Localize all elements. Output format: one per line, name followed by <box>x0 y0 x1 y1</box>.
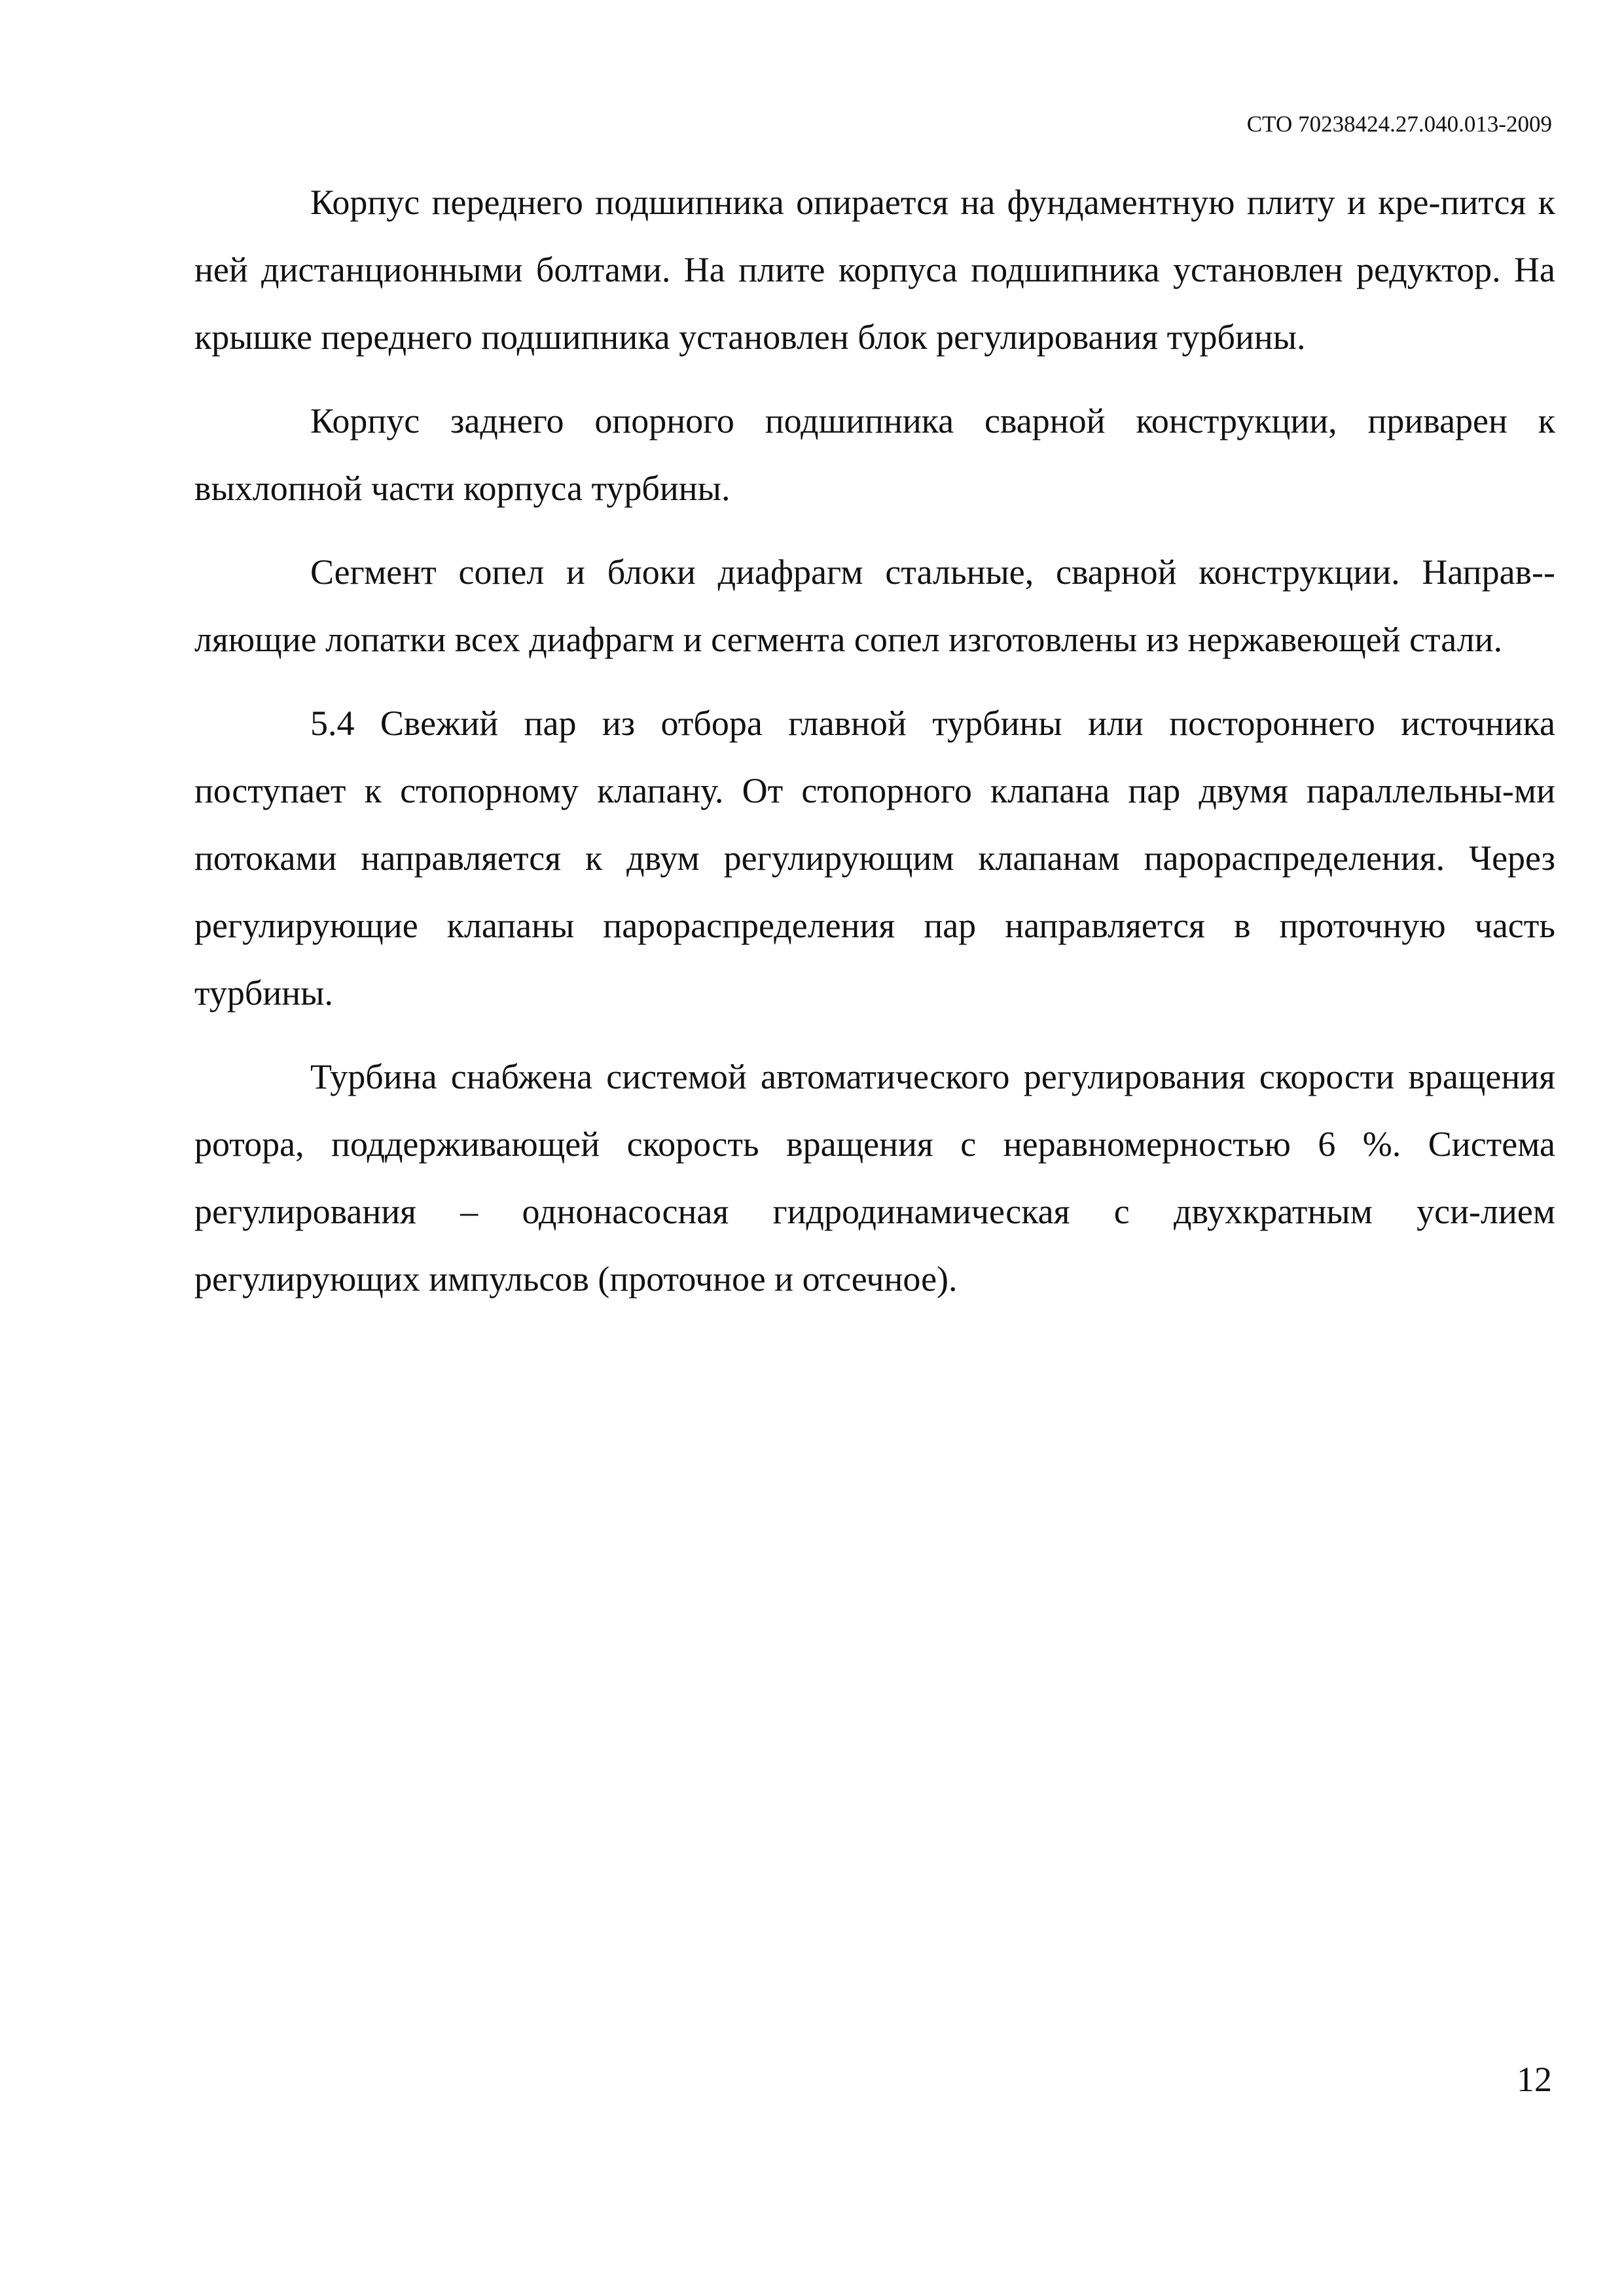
paragraph-front-bearing: Корпус переднего подшипника опирается на фундаментную плиту и кре-пится к ней дистанционными болтами. На плите корпуса подшипника установлен редуктор. На крышке переднего подшипника установлен блок регулирования турбины. <box>194 183 1555 357</box>
paragraph-rear-bearing: Корпус заднего опорного подшипника сварной конструкции, приварен к выхлопной части корпуса турбины. <box>194 401 1555 508</box>
page-number: 12 <box>1517 2060 1552 2099</box>
paragraph-steam-flow: 5.4 Свежий пар из отбора главной турбины или постороннего источника поступает к стопорному клапану. От стопорного клапана пар двумя параллельны-ми потоками направляется к двум регулирующим клапанам парораспределения. Через регулирующие клапаны парораспределения пар направляется в проточную часть турбины. <box>194 704 1555 1013</box>
paragraph-nozzle-segment: Сегмент сопел и блоки диафрагм стальные, сварной конструкции. Направ-ляющие лопатки всех диафрагм и сегмента сопел изготовлены из нержавеющей стали. <box>194 552 1555 659</box>
paragraph-control-system: Турбина снабжена системой автоматического регулирования скорости вращения ротора, поддерживающей скорость вращения с неравномерностью 6 %. Система регулирования – однонасосная гидродинамическая с двухкратным уси-лием регулирующих импульсов (проточное и отсечное). <box>194 1057 1555 1299</box>
document-code: СТО 70238424.27.040.013-2009 <box>1246 111 1552 137</box>
document-body <box>194 169 1555 1329</box>
